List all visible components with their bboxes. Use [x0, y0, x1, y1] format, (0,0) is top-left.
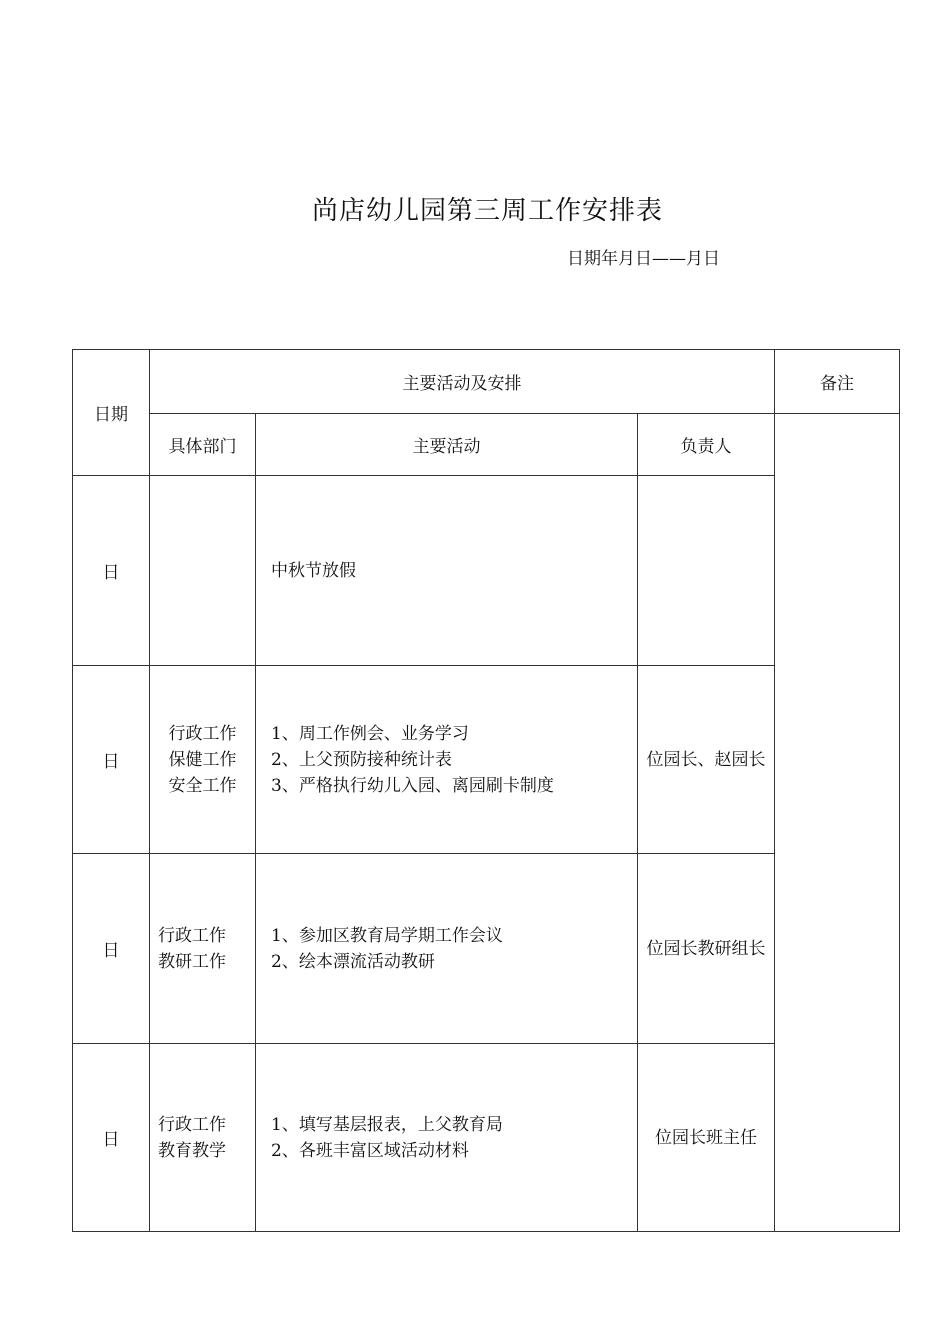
row-activities: [256, 1044, 638, 1232]
activity-line: 2、绘本漂流活动教研: [271, 951, 435, 972]
dept-line: 教研工作: [158, 951, 226, 972]
row-date: 日: [73, 854, 150, 1044]
activity-line: 1、填写基层报表，上父教育局: [271, 1114, 503, 1135]
remark-cell: [775, 414, 900, 1232]
dept-line: 保健工作: [168, 749, 237, 770]
activity-line: 2、上父预防接种统计表: [271, 749, 452, 770]
row-dept: [150, 666, 256, 854]
header-main-group: 主要活动及安排: [150, 350, 775, 414]
row-person: [638, 476, 775, 666]
row-person: 位园长班主任: [638, 1044, 775, 1232]
activity-line: 1、参加区教育局学期工作会议: [271, 925, 503, 946]
header-person: 负责人: [638, 414, 775, 476]
header-dept: 具体部门: [150, 414, 256, 476]
row-activities: [256, 476, 638, 666]
row-date: 日: [73, 476, 150, 666]
dept-line: 行政工作: [158, 925, 226, 946]
row-dept: [150, 476, 256, 666]
row-dept: [150, 854, 256, 1044]
row-date: 日: [73, 1044, 150, 1232]
header-date: 日期: [73, 350, 150, 476]
activity-line: 中秋节放假: [271, 560, 356, 581]
row-person: 位园长、赵园长: [638, 666, 775, 854]
schedule-table: [72, 349, 900, 1232]
date-range: 日期年月日——月日: [567, 249, 720, 269]
activity-line: 3、严格执行幼儿入园、离园刷卡制度: [271, 775, 554, 796]
dept-line: 行政工作: [158, 1114, 226, 1135]
page-title: 尚店幼儿园第三周工作安排表: [311, 196, 663, 226]
dept-line: 安全工作: [168, 775, 237, 796]
row-person: 位园长教研组长: [638, 854, 775, 1044]
activity-line: 1、周工作例会、业务学习: [271, 723, 469, 744]
row-activities: [256, 666, 638, 854]
header-activity: 主要活动: [256, 414, 638, 476]
activity-line: 2、各班丰富区域活动材料: [271, 1140, 469, 1161]
dept-line: 教育教学: [158, 1140, 226, 1161]
row-date: 日: [73, 666, 150, 854]
dept-line: 行政工作: [168, 723, 237, 744]
header-remark: 备注: [775, 350, 900, 414]
row-dept: [150, 1044, 256, 1232]
row-activities: [256, 854, 638, 1044]
